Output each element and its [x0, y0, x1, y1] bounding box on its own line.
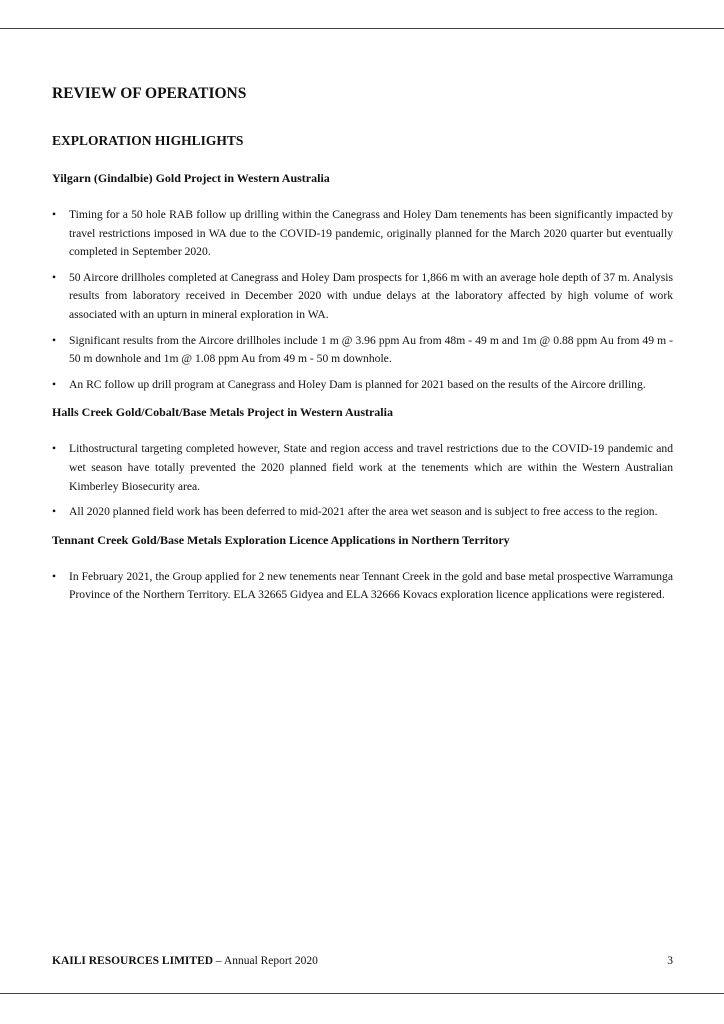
- bullet-text: Significant results from the Aircore drillholes include 1 m @ 3.96 ppm Au from 48m - 49 m and 1m @ 0.88 ppm Au from 49 m - 50 m downhole and 1m @ 1.08 ppm Au from 49 m - 50 m downhole.: [69, 333, 673, 366]
- list-item: [52, 568, 673, 605]
- bullet-list-halls-creek: [52, 440, 673, 521]
- list-item: [52, 503, 673, 522]
- list-item: [52, 206, 673, 262]
- list-item: [52, 440, 673, 496]
- footer-company: KAILI RESOURCES LIMITED: [52, 955, 214, 967]
- bullet-icon: •: [52, 442, 57, 456]
- list-item: [52, 376, 673, 395]
- project-heading-halls-creek: Halls Creek Gold/Cobalt/Base Metals Project in Western Australia: [52, 405, 393, 420]
- bullet-text: 50 Aircore drillholes completed at Canegrass and Holey Dam prospects for 1,866 m with an average hole depth of 37 m. Analysis results from laboratory received in December 2020 with undue delays at the laboratory affected by high volume of work associated with an upturn in mineral exploration in WA.: [69, 270, 673, 321]
- bullet-text: All 2020 planned field work has been deferred to mid-2021 after the area wet season and is subject to free access to the region.: [69, 505, 658, 519]
- bullet-icon: •: [52, 505, 57, 519]
- footer-report: – Annual Report 2020: [213, 955, 318, 967]
- list-item: [52, 269, 673, 325]
- page-title: REVIEW OF OPERATIONS: [52, 85, 247, 102]
- bullet-icon: •: [52, 377, 57, 391]
- project-heading-tennant-creek: Tennant Creek Gold/Base Metals Exploration Licence Applications in Northern Territory: [52, 532, 510, 547]
- bullet-text: In February 2021, the Group applied for 2 new tenements near Tennant Creek in the gold and base metal prospective Warramunga Province of the Northern Territory. ELA 32665 Gidyea and ELA 32666 Kovacs exploration licence applications were registered.: [69, 569, 673, 602]
- bullet-icon: •: [52, 569, 57, 583]
- bullet-icon: •: [52, 208, 57, 221]
- page-number: 3: [667, 955, 673, 967]
- footer-title: [52, 953, 318, 969]
- footer-rule: [0, 993, 724, 994]
- header-rule: [0, 28, 724, 29]
- bullet-list-yilgarn: [52, 206, 673, 394]
- list-item: [52, 332, 673, 369]
- bullet-icon: •: [52, 270, 57, 284]
- project-heading-yilgarn: Yilgarn (Gindalbie) Gold Project in Western Australia: [52, 171, 330, 185]
- bullet-icon: •: [52, 333, 57, 347]
- bullet-text: An RC follow up drill program at Canegrass and Holey Dam is planned for 2021 based on the results of the Aircore drilling.: [69, 377, 646, 391]
- page-footer: [52, 953, 673, 969]
- bullet-text: Lithostructural targeting completed however, State and region access and travel restrictions due to the COVID-19 pandemic and wet season have totally prevented the 2020 planned field work at the tenements which are within the Western Australian Kimberley Biosecurity area.: [69, 442, 673, 493]
- bullet-list-tennant-creek: [52, 568, 673, 605]
- page-content: [52, 84, 673, 615]
- section-heading: EXPLORATION HIGHLIGHTS: [52, 133, 244, 148]
- bullet-text: Timing for a 50 hole RAB follow up drilling within the Canegrass and Holey Dam tenements has been significantly impacted by travel restrictions imposed in WA due to the COVID-19 pandemic, originally planned for the March 2020 quarter but eventually completed in September 2020.: [69, 208, 673, 259]
